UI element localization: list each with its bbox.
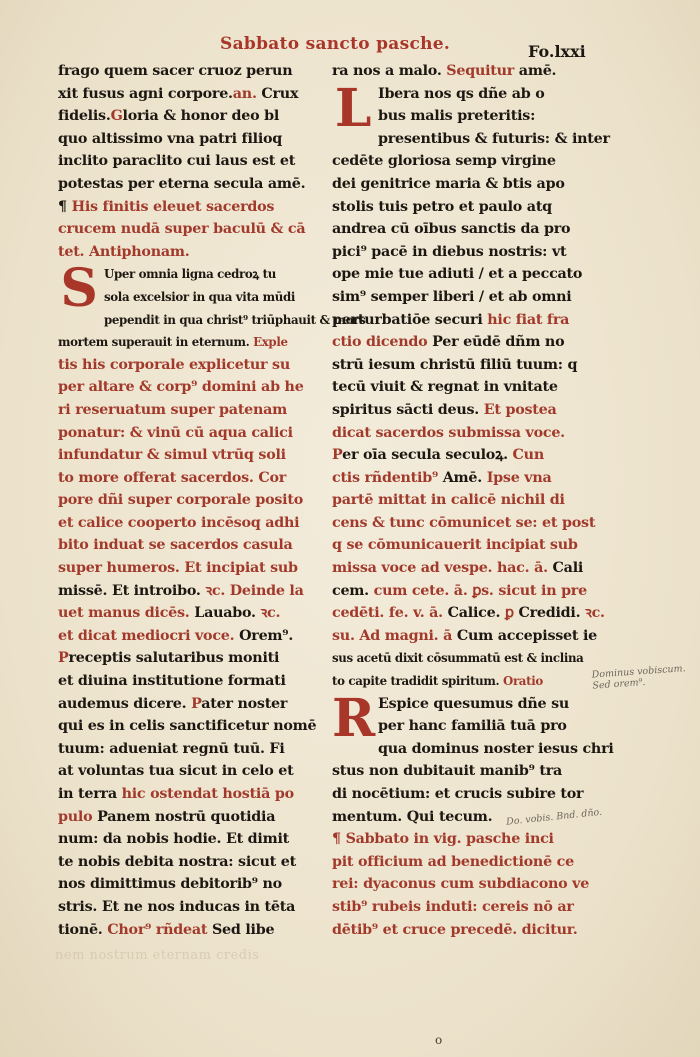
rubric-text: ctio dicendo <box>332 334 428 351</box>
rubric-text: bito induat se sacerdos casula <box>58 537 293 554</box>
body-text: to capite tradidit spiritum. <box>332 674 504 689</box>
body-text: tuum: adueniat regnū tuū. Fi <box>58 740 285 757</box>
text-line <box>332 873 594 896</box>
text-line <box>332 602 605 625</box>
text-line <box>332 896 594 919</box>
text-line <box>58 851 320 874</box>
rubric-text: infundatur & simul vtrūq soli <box>58 447 286 464</box>
drop-capital: S <box>60 258 98 320</box>
rubric-text: et calice cooperto incēsoq adhi <box>58 514 300 531</box>
marginal-annotation: Dominus vobiscum. Sed orem⁹. <box>591 663 686 692</box>
text-line <box>58 738 320 761</box>
body-text: num: da nobis hodie. Et dimit <box>58 831 290 848</box>
body-text: amē. <box>514 63 557 79</box>
text-line <box>332 309 594 332</box>
text-line <box>58 534 320 557</box>
text-line <box>332 218 594 241</box>
body-text: dei genitrice maria & btis apo <box>332 175 565 192</box>
rubric-text: pulo <box>58 808 93 825</box>
rubric-text: dētib⁹ et cruce precedē. dicitur. <box>332 921 578 938</box>
body-text: Lauabo. <box>194 605 256 622</box>
marginal-annotation-2: Do. vobis. Bnd. dño. <box>505 806 603 828</box>
rubric-text: Exple <box>249 335 288 350</box>
text-line <box>332 670 594 693</box>
rubric-text: ꝛc. <box>580 605 605 622</box>
rubric-text: uet manus dicēs. <box>58 605 195 622</box>
body-text: strū iesum christū filiū tuum: q <box>332 356 578 373</box>
text-line <box>332 557 594 580</box>
body-text: Cali <box>547 560 584 577</box>
text-line <box>58 173 320 196</box>
rubric-text: ponatur: & vinū cū aqua calici <box>58 424 293 441</box>
text-line <box>332 760 594 783</box>
text-line <box>58 105 320 128</box>
text-line <box>58 128 320 151</box>
body-text: sola excelsior in qua vita mūdi <box>104 289 295 304</box>
rubric-text: ꝑ <box>504 605 514 622</box>
text-line <box>332 263 594 286</box>
rubric-text: P <box>191 695 202 712</box>
rubric-text: ꝛc. <box>255 605 281 622</box>
left-text-column <box>58 60 366 941</box>
body-text: Panem nostrū quotidia <box>92 808 276 825</box>
body-text: Orem⁹. <box>239 627 294 644</box>
rubric-text: cedēti. fe. v. ā. <box>332 605 443 622</box>
body-text: spiritus sācti deus. <box>332 401 484 418</box>
body-text: er oīa secula seculoꝝ. <box>342 447 513 464</box>
text-line <box>58 625 320 648</box>
text-line <box>332 331 594 354</box>
text-line <box>58 241 320 264</box>
body-text: presentibus & futuris: & inter <box>378 130 610 147</box>
running-title: Sabbato sancto pasche. <box>220 34 451 54</box>
rubric-text: Oratio <box>503 674 543 689</box>
rubric-text: super humeros. Et incipiat sub <box>58 560 298 577</box>
body-text: stris. Et ne nos inducas in tēta <box>58 898 296 915</box>
text-line <box>58 354 320 377</box>
body-text: quo altissimo vna patri filioq <box>58 130 283 147</box>
text-line <box>58 873 320 896</box>
text-line <box>332 580 594 603</box>
rubric-text: G <box>110 108 123 125</box>
body-text: sus acetū dixit cōsummatū est & inclina <box>332 651 584 666</box>
body-text: Sed libe <box>207 921 275 938</box>
rubric-text: dicat sacerdos submissa voce. <box>332 424 565 441</box>
body-text: cem. <box>332 582 374 599</box>
body-text: mentum. Qui tecum. <box>332 808 493 825</box>
body-text: Espice quesumus dñe su <box>378 695 570 712</box>
text-line <box>58 783 320 806</box>
body-text: Amē. <box>437 469 487 486</box>
text-line <box>332 919 594 942</box>
text-line <box>58 580 320 603</box>
body-text: di nocētium: et crucis subire tor <box>332 786 584 802</box>
text-line <box>332 354 594 377</box>
rubric-text: stib⁹ rubeis induti: cereis nō ar <box>332 898 574 915</box>
text-line <box>332 851 594 874</box>
body-text: sim⁹ semper liberi / et ab omni <box>332 288 572 305</box>
body-text: Cum accepisset ie <box>452 627 598 644</box>
text-line <box>332 647 594 670</box>
body-text: potestas per eterna secula amē. <box>58 175 306 192</box>
rubric-text: cum cete. ā. ꝑs. sicut in pre <box>373 582 587 599</box>
drop-capital: R <box>332 687 375 749</box>
text-line <box>58 693 320 716</box>
text-line <box>58 376 320 399</box>
text-line <box>332 60 594 83</box>
rubric-text: cens & tunc cōmunicet se: et post <box>332 514 596 531</box>
body-text: et diuina institutione formati <box>58 673 286 690</box>
text-line <box>58 83 320 106</box>
rubric-text: su. Ad magni. ā <box>332 627 453 644</box>
body-text: tionē. <box>58 921 108 938</box>
rubric-text: ¶ Sabbato in vig. pasche inci <box>332 831 554 848</box>
rubric-text: P <box>332 447 343 464</box>
text-line <box>332 173 594 196</box>
text-line <box>58 557 320 580</box>
rubric-text: partē mittat in calicē nichil di <box>332 492 565 509</box>
body-text: stolis tuis petro et paulo atq <box>332 198 552 215</box>
body-text: receptis salutaribus moniti <box>68 650 280 667</box>
body-text: inclito paraclito cui laus est et <box>58 153 296 170</box>
folio-number: Fo.lxxi <box>528 42 586 61</box>
body-text: fidelis. <box>58 108 111 125</box>
body-text: tecū viuit & regnat in vnitate <box>332 379 558 396</box>
rubric-text: ctis rñdentib⁹ <box>332 469 438 486</box>
rubric-text: Et postea <box>483 401 557 418</box>
body-text: te nobis debita nostra: sicut et <box>58 853 296 870</box>
text-line <box>332 625 598 648</box>
text-line <box>58 715 320 738</box>
bleed-through-text: nem nostrum eternam credis <box>55 948 260 963</box>
text-line <box>332 241 594 264</box>
body-text: qui es in celis sanctificetur nomē <box>58 718 317 735</box>
text-line <box>58 444 320 467</box>
rubric-text: hic ostendat hostiā po <box>121 786 294 802</box>
body-text: Calice. <box>442 605 505 622</box>
text-line <box>58 647 320 670</box>
text-line <box>332 467 594 490</box>
text-line <box>58 760 320 783</box>
body-text: ra nos a malo. <box>332 63 447 79</box>
rubric-text: pit officium ad benedictionē ce <box>332 853 574 870</box>
body-text: audemus dicere. <box>58 695 192 712</box>
rubric-text: tet. Antiphonam. <box>58 243 190 260</box>
text-line <box>58 196 320 219</box>
body-text: pependit in qua christ⁹ triūphauit & mors <box>104 312 366 327</box>
text-line <box>58 806 320 829</box>
text-line <box>58 331 320 354</box>
body-text: per hanc familiā tuā pro <box>378 718 567 735</box>
body-text: andrea cū oībus sanctis da pro <box>332 221 571 238</box>
body-text: ope mie tue adiuti / et a peccato <box>332 266 583 283</box>
body-text: stus non dubitauit manib⁹ tra <box>332 763 563 780</box>
body-text: pici⁹ pacē in diebus nostris: vt <box>332 243 567 260</box>
text-line <box>58 60 320 83</box>
text-line <box>332 828 594 851</box>
body-text: qua dominus noster iesus chri <box>378 740 614 757</box>
text-line <box>332 399 594 422</box>
body-text: missē. Et introibo. <box>58 582 201 599</box>
text-line <box>332 422 594 445</box>
body-text: bus malis preteritis: <box>378 108 536 125</box>
signature-mark: o <box>435 1033 443 1047</box>
body-text: Per eūdē dñm no <box>427 334 565 351</box>
body-text: perturbatiōe securi <box>332 311 488 328</box>
text-line <box>332 512 594 535</box>
text-line <box>58 670 320 693</box>
body-text: Ibera nos qs dñe ab o <box>378 85 545 102</box>
body-text: frago quem sacer cruoz perun <box>58 63 293 79</box>
text-line <box>332 489 594 512</box>
body-text: ater noster <box>201 695 288 712</box>
body-text: cedēte gloriosa semp virgine <box>332 153 556 170</box>
rubric-text: to more offerat sacerdos. Cor <box>58 469 287 486</box>
drop-capital: L <box>334 77 372 139</box>
text-line <box>332 286 594 309</box>
rubric-text: Ipse vna <box>486 469 552 486</box>
body-text: loria & honor deo bl <box>122 108 280 125</box>
text-line <box>58 828 320 851</box>
rubric-text: rei: dyaconus cum subdiacono ve <box>332 876 590 893</box>
text-line <box>332 783 594 806</box>
text-line <box>58 399 320 422</box>
rubric-text: pore dñi super corporale posito <box>58 492 303 509</box>
text-line <box>58 489 320 512</box>
text-line <box>58 896 320 919</box>
rubric-text: ri reseruatum super patenam <box>58 401 288 418</box>
text-line <box>332 444 594 467</box>
rubric-text: P <box>58 650 69 667</box>
rubric-text: et dicat mediocri voce. <box>58 627 240 644</box>
rubric-text: hic fiat fra <box>487 311 570 328</box>
body-text: ¶ <box>58 198 72 215</box>
rubric-text: tis his corporale explicetur su <box>58 356 291 373</box>
body-text: mortem superauit in eternum. <box>58 335 250 350</box>
body-text: Credidi. <box>513 605 581 622</box>
rubric-text: ꝛc. Deinde la <box>200 582 304 599</box>
body-text: xit fusus agni corpore. <box>58 85 233 102</box>
text-line <box>58 919 320 942</box>
text-line <box>332 376 594 399</box>
body-text: nos dimittimus debitorib⁹ no <box>58 876 282 893</box>
text-line <box>58 512 320 535</box>
rubric-text: Chor⁹ rñdeat <box>107 921 208 938</box>
rubric-text: Sequitur <box>446 63 515 79</box>
rubric-text: His finitis eleuet sacerdos <box>71 198 275 215</box>
rubric-text: per altare & corp⁹ domini ab he <box>58 379 304 396</box>
text-line <box>58 467 320 490</box>
body-text: in terra <box>58 786 122 802</box>
text-line <box>58 218 320 241</box>
rubric-text: Cun <box>512 447 544 464</box>
rubric-text: missa voce ad vespe. hac. ā. <box>332 560 548 577</box>
rubric-text: q se cōmunicauerit incipiat sub <box>332 537 578 554</box>
text-line <box>332 534 594 557</box>
text-line <box>58 150 320 173</box>
body-text: Crux <box>256 85 299 102</box>
text-line <box>332 150 594 173</box>
rubric-text: crucem nudā super baculū & cā <box>58 221 306 238</box>
body-text: Uper omnia ligna cedroꝝ tu <box>104 267 276 282</box>
text-line <box>58 422 320 445</box>
body-text: at voluntas tua sicut in celo et <box>58 763 294 780</box>
text-line <box>332 196 594 219</box>
rubric-text: an. <box>232 85 257 102</box>
right-text-column <box>332 60 614 941</box>
text-line <box>58 602 320 625</box>
